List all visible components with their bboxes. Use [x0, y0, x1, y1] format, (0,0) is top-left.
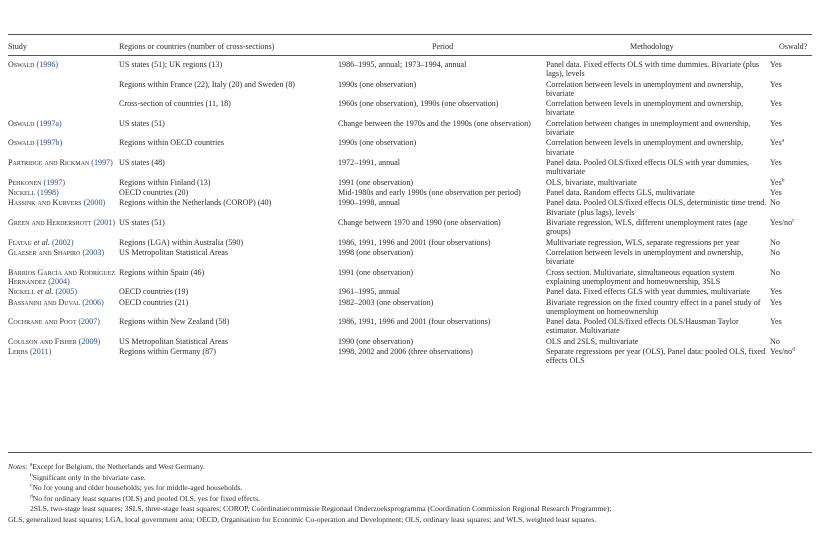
- method-cell: Panel data. Pooled OLS/fixed effects OLS/Hausman Taylor estimator. Multivariate: [546, 317, 739, 336]
- oswald-value: Yes: [770, 177, 782, 187]
- study-author: Nickell: [8, 187, 36, 197]
- oswald-cell: [770, 119, 812, 139]
- period-cell: 1990–1998, annual: [338, 198, 401, 208]
- note-c: $^c$No for young and older households; yes for middle-aged households.: [30, 482, 243, 493]
- table-row: [8, 99, 812, 119]
- period-cell: 1991 (one observation): [338, 267, 414, 277]
- period-cell: 1961–1995, annual: [338, 287, 401, 297]
- region-cell: Regions within OECD countries: [119, 138, 224, 148]
- region-cell: Regions (LGA) within Australia (590): [119, 237, 244, 247]
- method-cell: Correlation between changes in unemployment and ownership, bivariate: [546, 118, 751, 137]
- region-cell: US states (51); UK regions (13): [119, 60, 223, 69]
- header-methodology: Methodology: [630, 42, 674, 51]
- oswald-value: Yes: [770, 317, 782, 327]
- period-cell: 1998 (one observation): [338, 247, 414, 257]
- region-cell: US states (51): [119, 118, 165, 128]
- method-cell: OLS, bivariate, multivariate: [546, 177, 637, 187]
- bottom-rule: [8, 452, 812, 453]
- study-cell: [8, 268, 119, 288]
- table-row: [8, 218, 812, 238]
- oswald-cell: [770, 60, 812, 80]
- oswald-value: Yes: [770, 118, 782, 128]
- oswald-cell: [770, 317, 812, 337]
- study-cell: [8, 347, 119, 367]
- study-year-link[interactable]: (2004): [48, 276, 70, 286]
- table-row: [8, 347, 812, 367]
- oswald-cell: [770, 198, 812, 218]
- table-row: [8, 238, 812, 248]
- method-cell: Bivariate regression on the fixed country effect in a panel study of unemployment on homeownership: [546, 297, 761, 316]
- oswald-value: No: [770, 198, 780, 208]
- region-cell: OECD countries (19): [119, 287, 189, 297]
- study-author: Hassink and Kurvers: [8, 198, 82, 208]
- period-cell: 1990s (one observation): [338, 79, 417, 89]
- note-d: $^d$No for ordinary least squares (OLS) and pooled OLS, yes for fixed effects.: [30, 493, 260, 503]
- top-rule: [8, 34, 812, 35]
- period-cell: Change between the 1970s and the 1990s (one observation): [338, 118, 531, 128]
- table-row: [8, 337, 812, 347]
- study-author: Green and Herdershott: [8, 217, 92, 227]
- oswald-value: No: [770, 267, 780, 277]
- method-cell: Separate regressions per year (OLS), Panel data: pooled OLS, fixed effects OLS: [546, 347, 766, 366]
- method-cell: Correlation between levels in unemployment and ownership, bivariate: [546, 79, 744, 98]
- method-cell: Panel data. Random effects GLS, multivariate: [546, 187, 695, 197]
- oswald-value: No: [770, 336, 780, 346]
- note-a: Notes: $^a$Except for Belgium, the Netherlands and West Germany.: [8, 461, 205, 471]
- region-cell: US Metropolitan Statistical Areas: [119, 247, 229, 257]
- table-row: [8, 298, 812, 318]
- table-row: [8, 268, 812, 288]
- header-rule: [8, 55, 812, 56]
- oswald-value: Yes: [770, 157, 782, 167]
- period-cell: 1991 (one observation): [338, 177, 414, 187]
- study-cell: [8, 80, 119, 100]
- oswald-value: Yes/no: [770, 217, 793, 227]
- period-cell: 1990 (one observation): [338, 336, 414, 346]
- region-cell: OECD countries (21): [119, 297, 189, 307]
- oswald-value: No: [770, 247, 780, 257]
- study-year-link[interactable]: (2007): [78, 317, 100, 327]
- study-etal: et al.: [33, 237, 50, 247]
- period-cell: 1990s (one observation): [338, 138, 417, 148]
- method-cell: Panel data. Fixed effects OLS with time dummies. Bivariate (plus lags), levels: [546, 60, 760, 79]
- oswald-cell: [770, 287, 812, 297]
- method-cell: Bivariate regression, WLS, different unemployment rates (age groups): [546, 217, 748, 237]
- study-author: Flatau: [8, 237, 32, 247]
- oswald-value: Yes: [770, 79, 782, 89]
- header-period: Period: [432, 42, 454, 51]
- study-cell: [8, 248, 119, 268]
- study-year-link[interactable]: (2001): [93, 217, 116, 227]
- table-row: [8, 188, 812, 198]
- study-cell: [8, 138, 119, 158]
- header-regions: Regions or countries (number of cross-sections): [119, 42, 275, 51]
- footnote-marker: b: [781, 176, 785, 183]
- period-cell: Change between 1970 and 1990 (one observation): [338, 217, 501, 227]
- table-row: [8, 60, 812, 80]
- note-b: $^b$Significant only in the bivariate case.: [30, 472, 146, 482]
- study-year-link[interactable]: (1996): [36, 60, 59, 69]
- study-author: Oswald: [8, 118, 35, 128]
- oswald-cell: [770, 238, 812, 248]
- oswald-value: Yes/no: [770, 347, 793, 357]
- oswald-value: Yes: [770, 60, 782, 69]
- oswald-cell: [770, 218, 812, 238]
- table-row: [8, 248, 812, 268]
- study-year-link[interactable]: (1997b): [36, 138, 63, 148]
- oswald-cell: [770, 347, 812, 367]
- footnote-marker: c: [792, 217, 795, 224]
- oswald-cell: [770, 188, 812, 198]
- oswald-cell: [770, 158, 812, 178]
- table-row: [8, 317, 812, 337]
- study-author: Nickell: [8, 287, 36, 297]
- studies-table: [8, 60, 812, 367]
- period-cell: Mid-1980s and early 1990s (one observation per period): [338, 187, 521, 197]
- table-row: [8, 198, 812, 218]
- study-year-link[interactable]: (1998): [37, 187, 59, 197]
- study-cell: [8, 119, 119, 139]
- table-row: [8, 80, 812, 100]
- oswald-value: Yes: [770, 187, 782, 197]
- period-cell: 1998, 2002 and 2006 (three observations): [338, 347, 473, 357]
- study-cell: [8, 60, 119, 80]
- study-year-link[interactable]: (1997): [43, 177, 66, 187]
- table-row: [8, 287, 812, 297]
- period-cell: 1982–2003 (one observation): [338, 297, 434, 307]
- oswald-cell: [770, 337, 812, 347]
- study-author: Glaeser and Shapiro: [8, 247, 81, 257]
- period-cell: 1986, 1991, 1996 and 2001 (four observations): [338, 237, 491, 247]
- study-cell: [8, 337, 119, 347]
- study-cell: [8, 158, 119, 178]
- period-cell: 1986–1995, annual; 1973–1994, annual: [338, 60, 467, 69]
- study-year-link[interactable]: (2006): [82, 297, 104, 307]
- method-cell: Correlation between levels in unemployment and ownership, bivariate: [546, 99, 744, 118]
- method-cell: Correlation between levels in unemployment and ownership, bivariate: [546, 138, 744, 157]
- study-author: Cochrane and Poot: [8, 317, 77, 327]
- footnote-marker: d: [792, 346, 795, 353]
- study-etal: et al.: [37, 287, 54, 297]
- oswald-cell: [770, 99, 812, 119]
- study-cell: [8, 99, 119, 119]
- region-cell: Cross-section of countries (11, 18): [119, 99, 231, 109]
- region-cell: Regions within Finland (13): [119, 177, 211, 187]
- study-author: Bassanini and Duval: [8, 297, 81, 307]
- method-cell: Correlation between levels in unemployment and ownership, bivariate: [546, 247, 744, 267]
- study-year-link[interactable]: (2005): [55, 287, 78, 297]
- region-cell: Regions within Germany (87): [119, 347, 216, 357]
- region-cell: OECD countries (20): [119, 187, 189, 197]
- study-author: Oswald: [8, 60, 35, 69]
- oswald-value: Yes: [770, 297, 782, 307]
- table-row: [8, 138, 812, 158]
- region-cell: US states (51): [119, 217, 165, 227]
- study-year-link[interactable]: (2009): [78, 336, 101, 346]
- period-cell: 1986, 1991, 1996 and 2001 (four observations): [338, 317, 491, 327]
- header-oswald: Oswald?: [779, 42, 808, 51]
- oswald-value: Yes: [770, 99, 782, 109]
- table-row: [8, 178, 812, 188]
- oswald-cell: [770, 248, 812, 268]
- study-year-link[interactable]: (2011): [29, 347, 52, 357]
- study-cell: [8, 298, 119, 318]
- study-author: Pehkonen: [8, 177, 42, 187]
- region-cell: US Metropolitan Statistical Areas: [119, 336, 229, 346]
- footnote-marker: a: [781, 137, 785, 144]
- region-cell: US states (48): [119, 157, 165, 167]
- oswald-value: Yes: [770, 138, 782, 148]
- method-cell: Panel data. Pooled OLS/fixed effects OLS with year dummies, multivariate: [546, 157, 750, 177]
- method-cell: Multivariate regression, WLS, separate regressions per year: [546, 237, 740, 247]
- table-row: [8, 119, 812, 139]
- region-cell: Regions within the Netherlands (COROP) (40): [119, 198, 272, 208]
- study-author: Lerbs: [8, 347, 28, 357]
- note-abbrev-2: GLS, generalized least squares; LGA, local government area; OECD, Organisation for Economic Co-operation and Development; OLS, ordinary least squares; and WLS, weighted least squares.: [8, 514, 597, 524]
- study-year-link[interactable]: (2002): [51, 237, 74, 247]
- note-abbrev-1: 2SLS, two-stage least squares; 3SLS, three-stage least squares; COROP, Coördinatiecommissie Regionaal Onderzoeksprogramma (Coordination Commission Regional Research Programme);: [30, 504, 612, 514]
- study-cell: [8, 218, 119, 238]
- oswald-value: Yes: [770, 287, 782, 297]
- study-cell: [8, 238, 119, 248]
- period-cell: 1960s (one observation), 1990s (one observation): [338, 99, 499, 109]
- study-cell: [8, 198, 119, 218]
- method-cell: OLS and 2SLS, multivariate: [546, 336, 639, 346]
- study-author: Barrios García and Rodríguez Hernández: [8, 267, 116, 286]
- study-year-link[interactable]: (1997a): [36, 118, 62, 128]
- method-cell: Panel data. Pooled OLS/fixed effects OLS, deterministic time trend. Bivariate (plus lags), levels: [546, 198, 767, 217]
- oswald-cell: [770, 268, 812, 288]
- study-author: Coulson and Fisher: [8, 336, 77, 346]
- table-notes: [8, 462, 812, 526]
- study-year-link[interactable]: (2003): [82, 247, 105, 257]
- oswald-cell: [770, 298, 812, 318]
- study-author: Partridge and Rickman: [8, 157, 90, 167]
- oswald-cell: [770, 178, 812, 188]
- header-study: Study: [8, 42, 27, 51]
- table-row: [8, 158, 812, 178]
- study-cell: [8, 287, 119, 297]
- region-cell: Regions within France (22), Italy (20) and Sweden (8): [119, 79, 295, 89]
- study-cell: [8, 317, 119, 337]
- study-year-link[interactable]: (1997): [91, 157, 113, 167]
- oswald-cell: [770, 138, 812, 158]
- method-cell: Panel data. Fixed effects GLS with year dummies, multivariate: [546, 287, 750, 297]
- oswald-cell: [770, 80, 812, 100]
- region-cell: Regions within New Zealand (58): [119, 317, 230, 327]
- method-cell: Cross section. Multivariate, simultaneous equation system explaining unemployment and homeownership, 3SLS: [546, 267, 735, 286]
- oswald-value: No: [770, 237, 780, 247]
- period-cell: 1972–1991, annual: [338, 157, 401, 167]
- region-cell: Regions within Spain (46): [119, 267, 205, 277]
- study-cell: [8, 178, 119, 188]
- study-author: Oswald: [8, 138, 35, 148]
- study-cell: [8, 188, 119, 198]
- study-year-link[interactable]: (2000): [83, 198, 106, 208]
